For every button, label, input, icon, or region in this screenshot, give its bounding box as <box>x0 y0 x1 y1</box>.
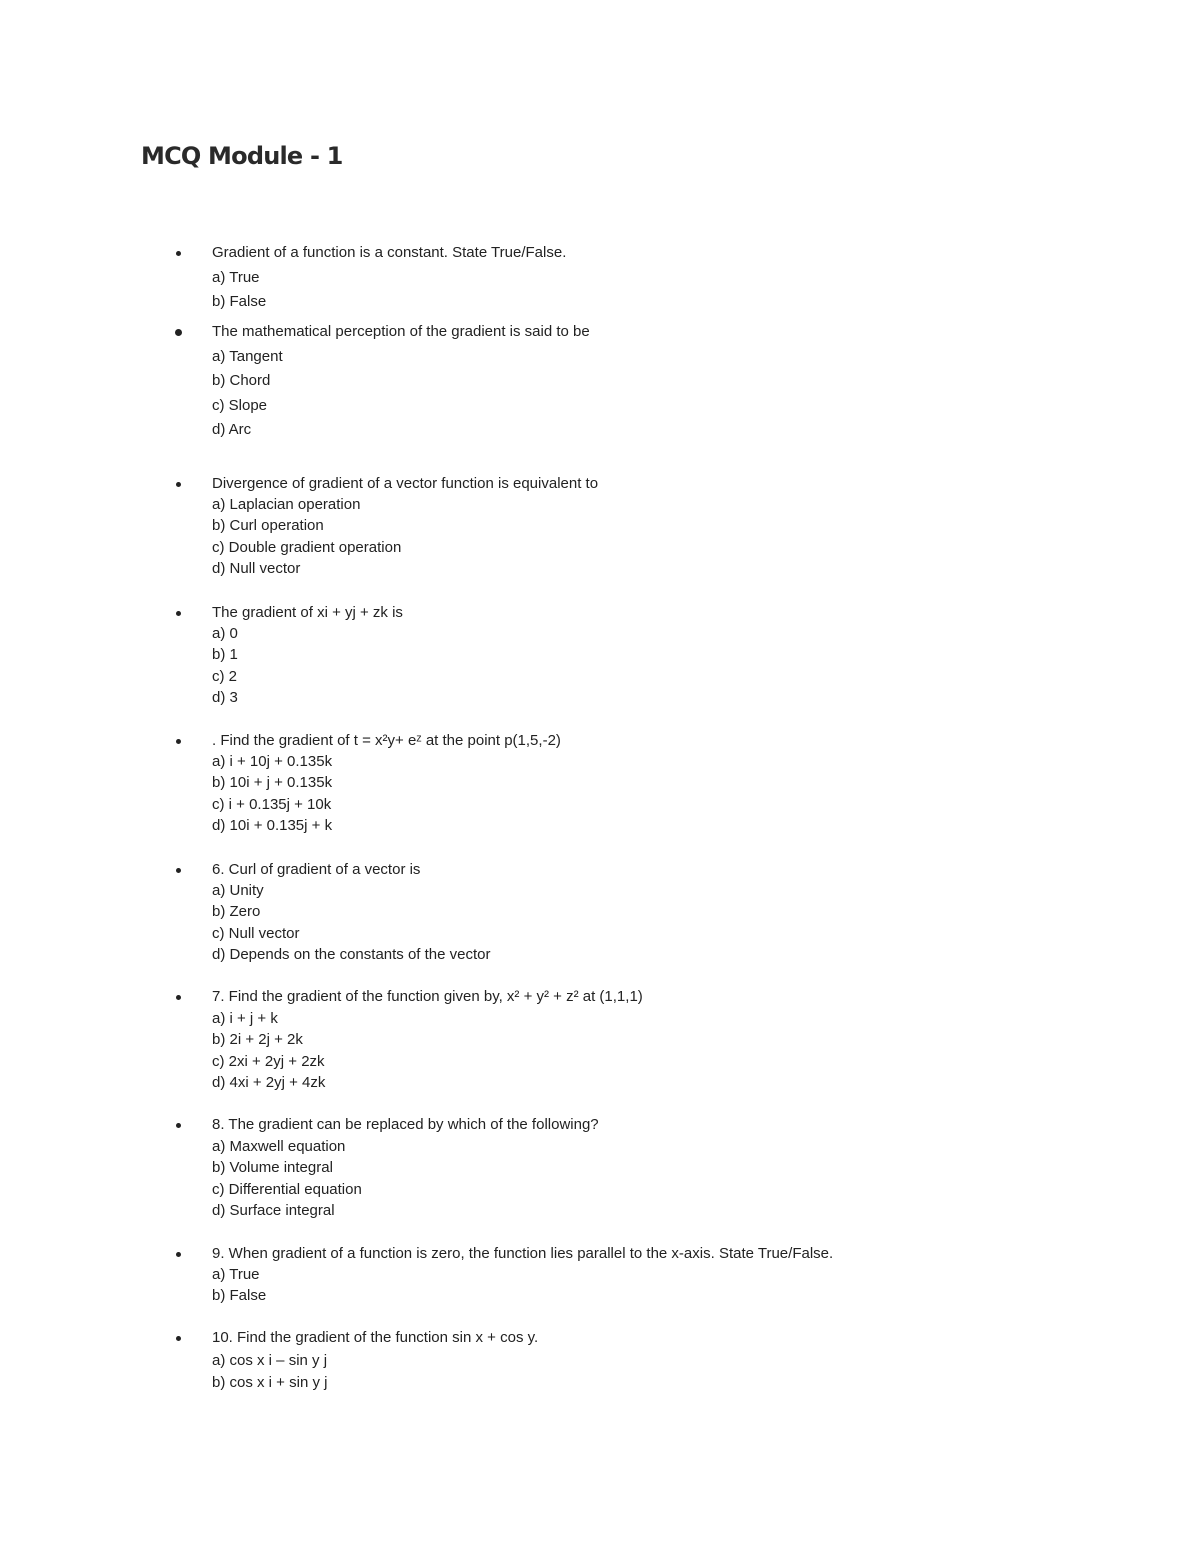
answer-option: a) Maxwell equation <box>212 1137 346 1155</box>
bullet-icon <box>176 611 181 616</box>
bullet-icon <box>176 1123 181 1128</box>
answer-option: c) Double gradient operation <box>212 538 402 556</box>
answer-option: a) True <box>212 268 260 286</box>
answer-option: a) i + 10j + 0.135k <box>212 753 333 771</box>
question-text: 8. The gradient can be replaced by which of the following? <box>212 1116 599 1133</box>
answer-option: b) cos x i + sin y j <box>212 1374 328 1391</box>
answer-option: b) Zero <box>212 903 261 921</box>
question-text: . Find the gradient of t = x²y+ eᶻ at the point p(1,5,-2) <box>212 732 561 749</box>
bullet-icon <box>176 739 181 744</box>
bullet-icon <box>176 1252 181 1257</box>
answer-option: c) 2 <box>212 667 238 685</box>
answer-option: b) Volume integral <box>212 1159 333 1176</box>
bullet-icon <box>176 868 181 873</box>
bullet-icon <box>176 995 181 1000</box>
question-text: Divergence of gradient of a vector function is equivalent to <box>212 475 599 492</box>
answer-option: b) 1 <box>212 646 238 664</box>
answer-option: d) 3 <box>212 688 238 706</box>
answer-option: d) Null vector <box>212 559 301 577</box>
question-text: Gradient of a function is a constant. State True/False. <box>212 244 567 261</box>
answer-option: b) Curl operation <box>212 517 324 535</box>
bullet-icon <box>176 1336 181 1341</box>
answer-option: c) Differential equation <box>212 1180 362 1198</box>
bullet-icon <box>175 329 182 336</box>
answer-option: d) 4xi + 2yj + 4zk <box>212 1074 326 1091</box>
question-text: The mathematical perception of the gradient is said to be <box>212 323 590 340</box>
answer-option: a) Laplacian operation <box>212 496 361 514</box>
answer-option: a) cos x i – sin y j <box>212 1351 328 1369</box>
answer-option: a) i + j + k <box>212 1009 278 1027</box>
answer-option: a) 0 <box>212 625 238 643</box>
answer-option: d) 10i + 0.135j + k <box>212 816 333 834</box>
page-title: MCQ Module - 1 <box>141 142 343 170</box>
question-text: 6. Curl of gradient of a vector is <box>212 861 421 878</box>
bullet-icon <box>176 482 181 487</box>
answer-option: c) Null vector <box>212 924 300 942</box>
answer-option: d) Surface integral <box>212 1202 335 1219</box>
answer-option: b) False <box>212 1287 267 1305</box>
question-text: 10. Find the gradient of the function sin x + cos y. <box>212 1329 539 1346</box>
answer-option: b) 2i + 2j + 2k <box>212 1031 303 1048</box>
question-text: The gradient of xi + yj + zk is <box>212 604 403 621</box>
answer-option: a) True <box>212 1266 260 1284</box>
bullet-icon <box>176 251 181 256</box>
answer-option: d) Arc <box>212 421 252 438</box>
answer-option: a) Tangent <box>212 347 283 365</box>
answer-option: d) Depends on the constants of the vector <box>212 945 491 963</box>
question-text: 7. Find the gradient of the function given by, x² + y² + z² at (1,1,1) <box>212 988 643 1005</box>
answer-option: c) 2xi + 2yj + 2zk <box>212 1052 325 1070</box>
answer-option: b) Chord <box>212 372 271 389</box>
answer-option: b) False <box>212 293 267 310</box>
answer-option: c) Slope <box>212 396 268 414</box>
answer-option: a) Unity <box>212 882 264 900</box>
answer-option: c) i + 0.135j + 10k <box>212 795 332 813</box>
question-text: 9. When gradient of a function is zero, the function lies parallel to the x-axis. State True/False. <box>212 1245 834 1262</box>
answer-option: b) 10i + j + 0.135k <box>212 774 333 792</box>
